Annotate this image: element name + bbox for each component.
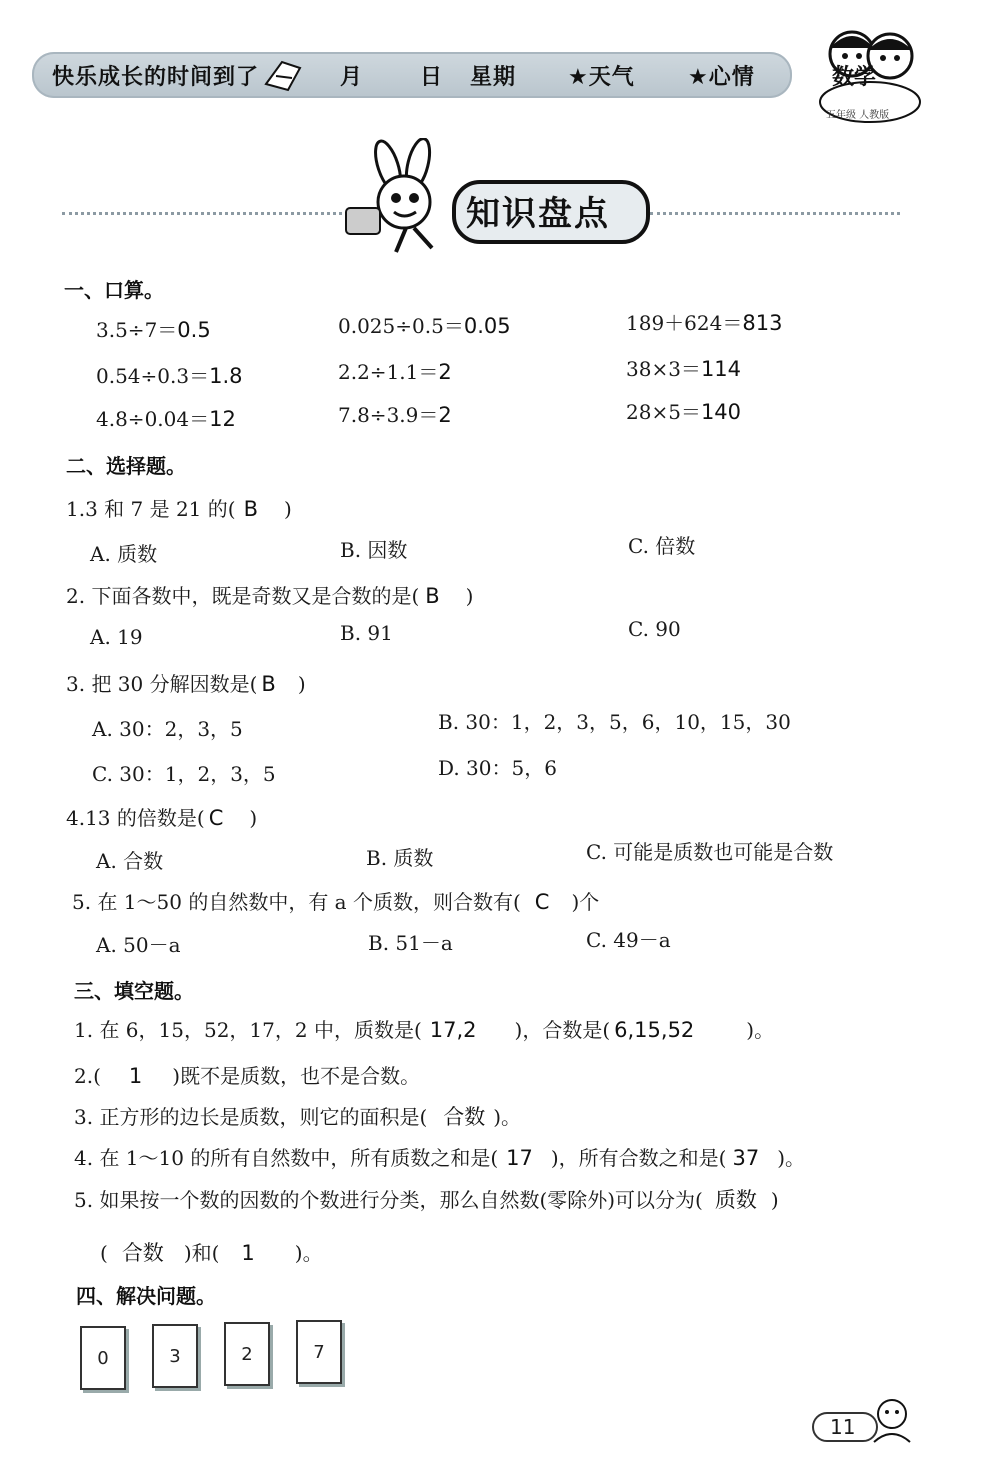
choice-option: B. 51－a xyxy=(368,931,453,955)
section-3-heading: 三、填空题。 xyxy=(74,979,194,1003)
calc-item: 4.8÷0.04＝12 xyxy=(96,407,236,431)
choice-question: 5. 在 1～50 的自然数中，有 a 个质数，则合数有( C )个 xyxy=(72,890,600,914)
fill-question: 2.( 1 )既不是质数，也不是合数。 xyxy=(74,1064,421,1088)
title-divider-left xyxy=(62,212,342,215)
choice-option: C. 倍数 xyxy=(628,534,696,558)
choice-option: B. 质数 xyxy=(366,846,434,870)
header-weekday: 星期 xyxy=(470,65,517,90)
choice-option: B. 91 xyxy=(340,621,393,645)
header-weather: ★天气 xyxy=(568,65,635,90)
fill-question: 4. 在 1～10 的所有自然数中，所有质数之和是( 17 )，所有合数之和是( 37 )。 xyxy=(74,1146,806,1170)
calc-item: 7.8÷3.9＝2 xyxy=(338,403,452,427)
choice-option: C. 49－a xyxy=(586,928,671,952)
header-mood: ★心情 xyxy=(688,65,755,90)
pencil-book-icon xyxy=(262,54,306,94)
calc-item: 0.54÷0.3＝1.8 xyxy=(96,364,243,388)
section-1-heading: 一、口算。 xyxy=(64,278,164,302)
choice-option: B. 30：1，2，3，5，6，10，15，30 xyxy=(438,710,791,734)
choice-option: D. 30：5，6 xyxy=(438,756,557,780)
choice-option: C. 30：1，2，3，5 xyxy=(92,762,276,786)
choice-question: 4.13 的倍数是( C ) xyxy=(66,806,258,830)
choice-option: C. 可能是质数也可能是合数 xyxy=(586,840,834,864)
choice-option: A. 质数 xyxy=(90,542,158,566)
calc-item: 38×3＝114 xyxy=(626,357,742,381)
fill-question-line2: ( 合数 )和( 1 )。 xyxy=(100,1241,323,1265)
calc-item: 0.025÷0.5＝0.05 xyxy=(338,314,511,338)
header-slogan: 快乐成长的时间到了 xyxy=(52,65,260,90)
choice-option: A. 19 xyxy=(90,625,143,649)
calc-item: 189＋624＝813 xyxy=(626,311,783,335)
choice-option: A. 30：2，3，5 xyxy=(92,717,243,741)
grade-label: 五年级 人教版 xyxy=(826,110,890,121)
title-divider-right xyxy=(650,212,900,215)
choice-question: 2. 下面各数中，既是奇数又是合数的是( B ) xyxy=(66,584,474,608)
mascot-corner-icon xyxy=(862,1392,922,1448)
calc-item: 3.5÷7＝0.5 xyxy=(96,318,211,342)
digit-card: 7 xyxy=(296,1320,342,1384)
digit-card: 2 xyxy=(224,1322,270,1386)
choice-option: A. 合数 xyxy=(96,849,164,873)
page-number: 11 xyxy=(812,1412,878,1442)
subject-label: 数学 xyxy=(832,65,877,90)
fill-question: 1. 在 6，15，52，17，2 中，质数是( 17,2 )，合数是( 6,15,52 )。 xyxy=(74,1018,775,1042)
section-4-heading: 四、解决问题。 xyxy=(76,1284,216,1308)
fill-question: 3. 正方形的边长是质数，则它的面积是( 合数 )。 xyxy=(74,1105,522,1129)
section-2-heading: 二、选择题。 xyxy=(66,454,186,478)
digit-card: 3 xyxy=(152,1324,198,1388)
choice-option: B. 因数 xyxy=(340,538,408,562)
digit-card: 0 xyxy=(80,1326,126,1390)
choice-question: 1.3 和 7 是 21 的( B ) xyxy=(66,497,292,521)
choice-option: A. 50－a xyxy=(96,933,181,957)
page-title: 知识盘点 xyxy=(466,194,610,234)
calc-item: 28×5＝140 xyxy=(626,400,742,424)
calc-item: 2.2÷1.1＝2 xyxy=(338,360,452,384)
header-day: 日 xyxy=(420,65,444,90)
choice-option: C. 90 xyxy=(628,617,681,641)
fill-question: 5. 如果按一个数的因数的个数进行分类，那么自然数(零除外)可以分为( 质数 ) xyxy=(74,1188,779,1212)
header-month: 月 xyxy=(340,65,364,90)
choice-question: 3. 把 30 分解因数是( B ) xyxy=(66,672,306,696)
